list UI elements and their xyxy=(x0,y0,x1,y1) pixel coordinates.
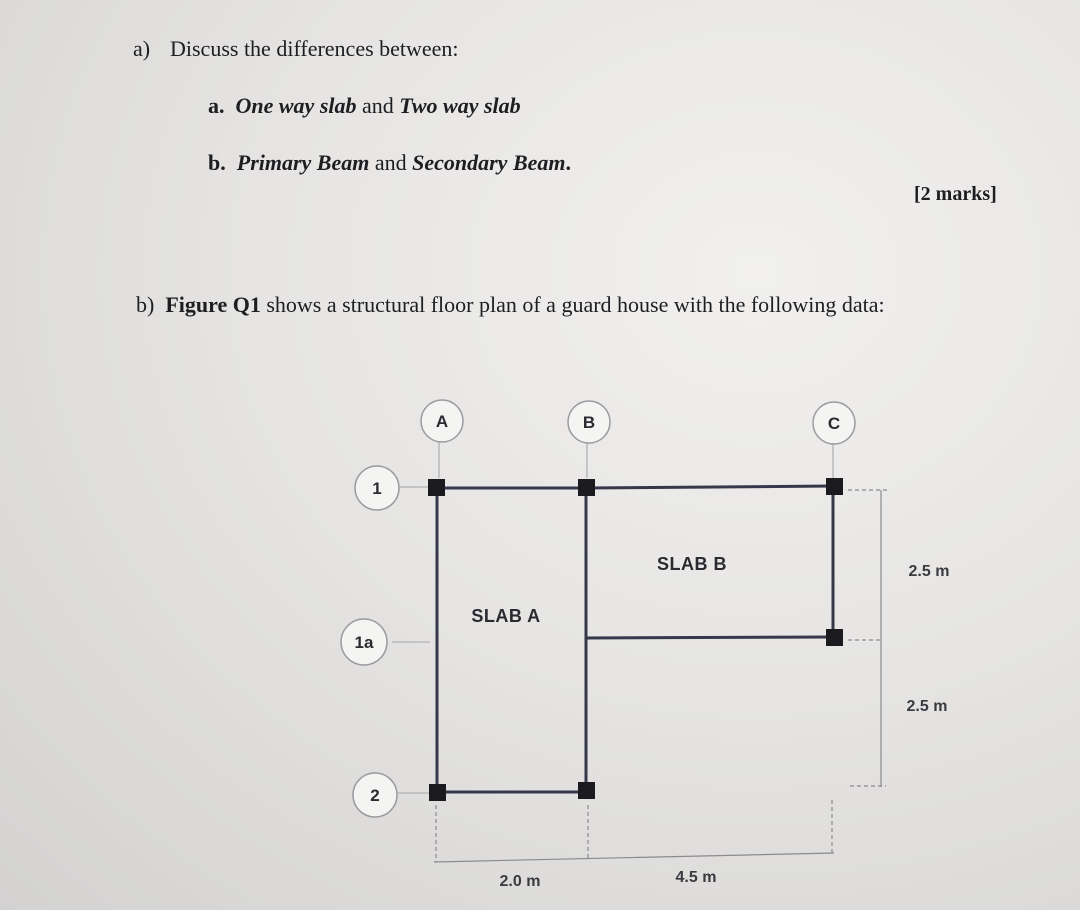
item-term: Two way slab xyxy=(399,93,521,118)
grid-bubble-row-1 xyxy=(355,466,399,510)
slab-a-label: SLAB A xyxy=(471,606,541,626)
slab-b-label: SLAB B xyxy=(657,554,727,574)
item-term: Primary Beam xyxy=(236,150,370,175)
dimension-label-horizontal: 2.0 m xyxy=(499,873,541,890)
dimension-label-vertical: 2.5 m xyxy=(908,563,950,580)
part-a-label: a) xyxy=(133,36,151,61)
dimension-label-horizontal: 4.5 m xyxy=(675,869,717,886)
dimension-label-vertical: 2.5 m xyxy=(906,698,948,715)
grid-label: 1 xyxy=(372,479,382,498)
part-b-label: b) xyxy=(136,292,155,317)
dimension-lines xyxy=(434,490,890,862)
item-joiner: and xyxy=(356,93,400,118)
grid-bubble-row-1a xyxy=(341,619,387,665)
item-letter: b. xyxy=(208,150,226,175)
grid-label: C xyxy=(827,414,841,433)
item-term: One way slab xyxy=(235,93,357,118)
item-letter: a. xyxy=(208,93,225,118)
column-marker xyxy=(429,784,446,801)
column-marker xyxy=(826,629,843,646)
item-term: Secondary Beam xyxy=(412,150,566,175)
column-marker xyxy=(578,782,595,799)
part-a-question: Discuss the differences between: xyxy=(170,36,459,61)
column-marker xyxy=(578,479,595,496)
grid-label: 1a xyxy=(354,633,374,652)
marks-label: [2 marks] xyxy=(914,183,997,205)
grid-bubble-column-B xyxy=(568,401,610,443)
grid-bubble-column-C xyxy=(813,402,855,444)
item-end: . xyxy=(565,150,572,175)
columns xyxy=(428,478,843,801)
column-marker xyxy=(428,479,445,496)
grid-leader-lines xyxy=(392,441,833,793)
grid-label: 2 xyxy=(370,786,380,805)
figure-reference: Figure Q1 xyxy=(165,292,261,317)
grid-bubble-row-2 xyxy=(353,773,397,817)
column-marker xyxy=(826,478,843,495)
grid-bubble-column-A xyxy=(421,400,463,442)
item-joiner: and xyxy=(369,150,413,175)
grid-label: A xyxy=(435,412,449,431)
grid-label: B xyxy=(582,413,596,432)
beam-lines xyxy=(437,486,833,792)
part-b-text: shows a structural floor plan of a guard house with the following data: xyxy=(260,292,885,317)
